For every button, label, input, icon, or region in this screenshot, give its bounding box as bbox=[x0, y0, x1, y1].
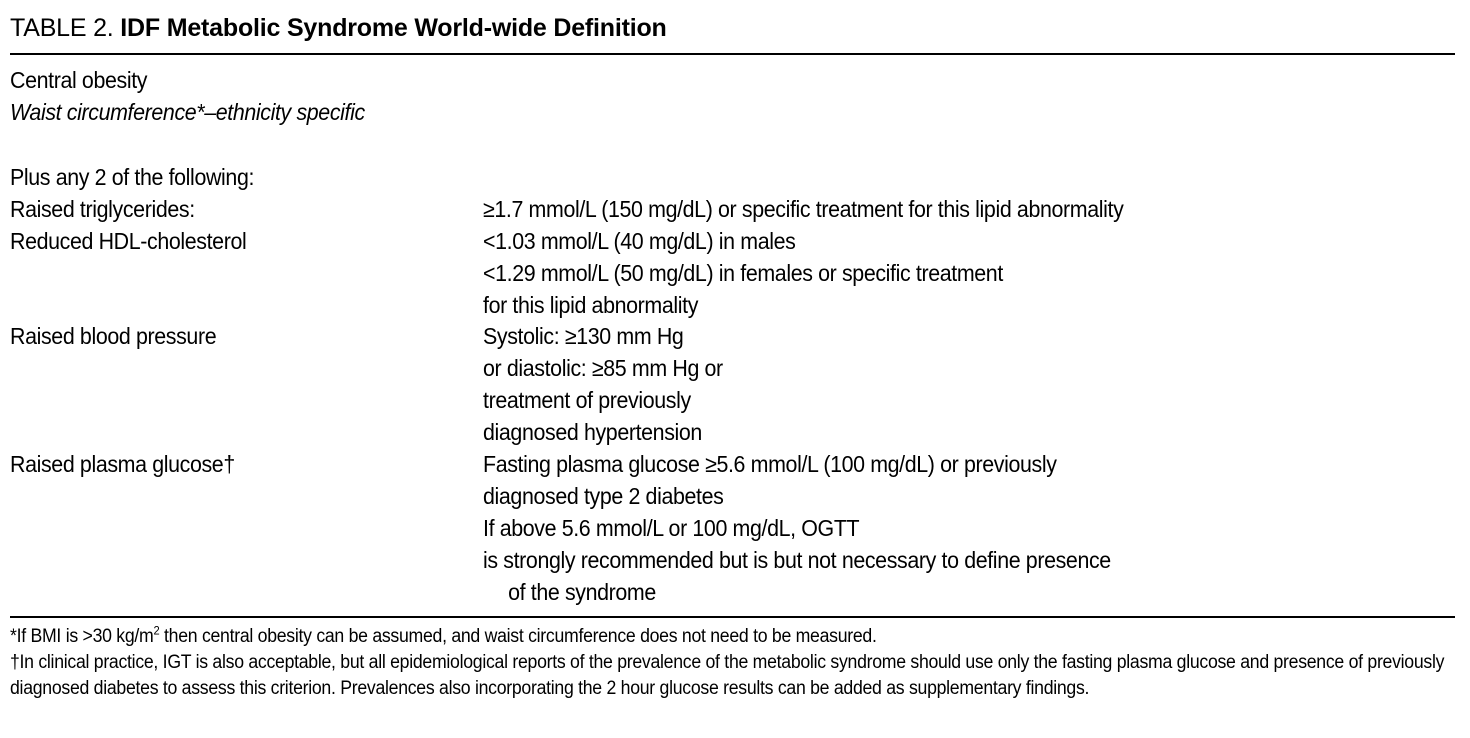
criterion-value: If above 5.6 mmol/L or 100 mg/dL, OGTT bbox=[483, 515, 860, 541]
table-title bbox=[10, 10, 667, 46]
top-rule bbox=[10, 53, 1455, 55]
footnotes bbox=[10, 624, 1455, 702]
central-obesity-heading: Central obesity bbox=[10, 67, 148, 93]
criterion-label-plasma-glucose: Raised plasma glucose† bbox=[10, 451, 235, 477]
bottom-rule bbox=[10, 616, 1455, 618]
criterion-value: is strongly recommended but is but not necessary to define presence bbox=[483, 547, 1111, 573]
criterion-value: Fasting plasma glucose ≥5.6 mmol/L (100 mg/dL) or previously bbox=[483, 451, 1057, 477]
criterion-values-hdl bbox=[483, 225, 1003, 321]
table-document bbox=[10, 0, 1455, 738]
criterion-value: <1.29 mmol/L (50 mg/dL) in females or specific treatment bbox=[483, 260, 1003, 286]
table-label: TABLE 2. bbox=[10, 14, 114, 42]
footnote-bmi-text: *If BMI is >30 kg/m bbox=[10, 626, 154, 647]
criterion-label-hdl: Reduced HDL-cholesterol bbox=[10, 228, 247, 254]
footnote-igt bbox=[10, 650, 1455, 702]
criterion-values-triglycerides bbox=[483, 193, 1123, 225]
waist-circumference-line: Waist circumference*–ethnicity specific bbox=[10, 99, 365, 125]
footnote-bmi-superscript: 2 bbox=[153, 623, 160, 638]
criterion-value: or diastolic: ≥85 mm Hg or bbox=[483, 355, 723, 381]
plus-any-line: Plus any 2 of the following: bbox=[10, 164, 255, 190]
criterion-value: Systolic: ≥130 mm Hg bbox=[483, 323, 684, 349]
criterion-value: <1.03 mmol/L (40 mg/dL) in males bbox=[483, 228, 796, 254]
criterion-value: for this lipid abnormality bbox=[483, 292, 699, 318]
criterion-value: diagnosed hypertension bbox=[483, 419, 702, 445]
criterion-value: diagnosed type 2 diabetes bbox=[483, 483, 724, 509]
criterion-values-plasma-glucose bbox=[483, 448, 1111, 608]
table-title-text: IDF Metabolic Syndrome World-wide Definition bbox=[120, 14, 667, 42]
footnote-bmi-text-end: then central obesity can be assumed, and waist circumference does not need to be measured. bbox=[159, 626, 877, 647]
criterion-value: ≥1.7 mmol/L (150 mg/dL) or specific treatment for this lipid abnormality bbox=[483, 196, 1124, 222]
criterion-label-triglycerides: Raised triglycerides: bbox=[10, 196, 195, 222]
footnote-bmi bbox=[10, 624, 1455, 650]
footnote-igt-text: †In clinical practice, IGT is also acceptable, but all epidemiological reports of the prevalence of the metabolic syndrome should use only the fasting plasma glucose and presence of previously diagnosed diabetes to assess this criterion. Prevalences also incorporating the 2 hour glucose results can be added as supplementary findings. bbox=[10, 652, 1445, 699]
criterion-label-blood-pressure: Raised blood pressure bbox=[10, 323, 217, 349]
criterion-value: of the syndrome bbox=[508, 579, 656, 605]
criterion-values-blood-pressure bbox=[483, 320, 723, 448]
criterion-value: treatment of previously bbox=[483, 387, 691, 413]
